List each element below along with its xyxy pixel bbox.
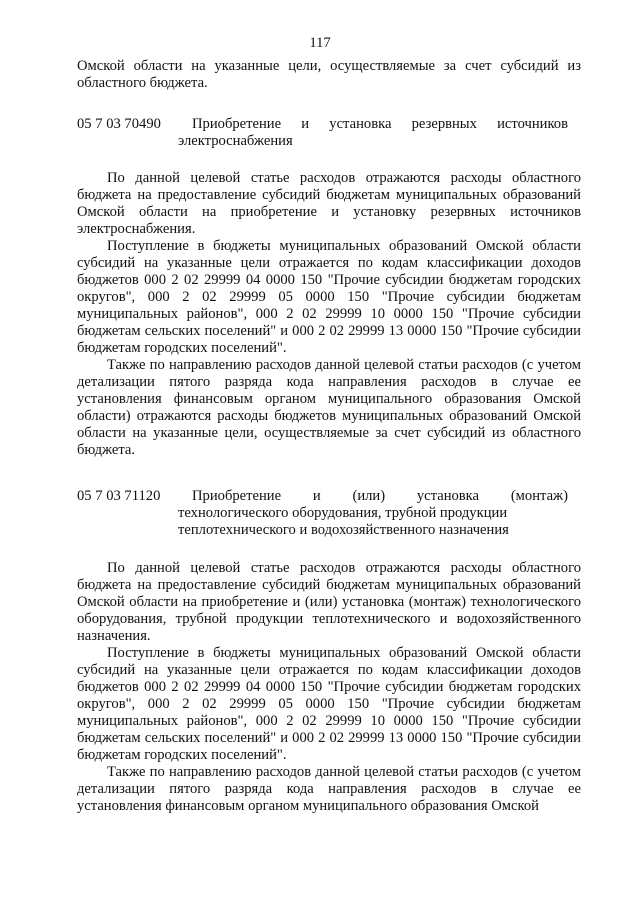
section-title <box>178 488 568 539</box>
body-paragraph: По данной целевой статье расходов отражаются расходы областного бюджета на предоставление субсидий бюджетам муниципальных образований Омской области на приобретение и (или) установка (монтаж) технологического оборудования, трубной продукции теплотехнического и водохозяйственного назначения. <box>77 560 581 644</box>
continuation-text <box>77 58 581 92</box>
section-title-line: Приобретение и установка резервных источников <box>192 116 568 132</box>
section-code: 05 7 03 71120 <box>77 488 161 504</box>
section-title-rest: технологического оборудования, трубной продукции теплотехнического и водохозяйственного назначения <box>178 505 509 538</box>
section-title-line: Приобретение и (или) установка (монтаж) <box>192 488 568 504</box>
body-paragraph: Также по направлению расходов данной целевой статьи расходов (с учетом детализации пятого разряда кода направления расходов в случае ее установления финансовым органом муниципального образования Омской области) отражаются расходы бюджетов муниципальных образований Омской области на указанные цели, осуществляемые за счет субсидий из областного бюджета. <box>77 357 581 458</box>
section-title-rest: электроснабжения <box>178 133 293 149</box>
body-paragraph: Поступление в бюджеты муниципальных образований Омской области субсидий на указанные цели отражается по кодам классификации доходов бюджетов 000 2 02 29999 04 0000 150 "Прочие субсидии бюджетам городских округов", 000 2 02 29999 05 0000 150 "Прочие субсидии бюджетам муниципальных районов", 000 2 02 29999 10 0000 150 "Прочие субсидии бюджетам сельских поселений" и 000 2 02 29999 13 0000 150 "Прочие субсидии бюджетам городских поселений". <box>77 238 581 356</box>
section-title <box>178 116 568 150</box>
section-body <box>77 560 581 815</box>
body-paragraph: Поступление в бюджеты муниципальных образований Омской области субсидий на указанные цели отражается по кодам классификации доходов бюджетов 000 2 02 29999 04 0000 150 "Прочие субсидии бюджетам городских округов", 000 2 02 29999 05 0000 150 "Прочие субсидии бюджетам муниципальных районов", 000 2 02 29999 10 0000 150 "Прочие субсидии бюджетам сельских поселений" и 000 2 02 29999 13 0000 150 "Прочие субсидии бюджетам городских поселений". <box>77 645 581 763</box>
section-body <box>77 170 581 459</box>
body-paragraph: По данной целевой статье расходов отражаются расходы областного бюджета на предоставление субсидий бюджетам муниципальных образований Омской области на приобретение и установку резервных источников электроснабжения. <box>77 170 581 237</box>
body-paragraph: Также по направлению расходов данной целевой статьи расходов (с учетом детализации пятого разряда кода направления расходов в случае ее установления финансовым органом муниципального образования Омской <box>77 764 581 814</box>
page-number: 117 <box>309 35 331 51</box>
continuation-paragraph: Омской области на указанные цели, осуществляемые за счет субсидий из областного бюджета. <box>77 58 581 91</box>
section-code: 05 7 03 70490 <box>77 116 161 132</box>
